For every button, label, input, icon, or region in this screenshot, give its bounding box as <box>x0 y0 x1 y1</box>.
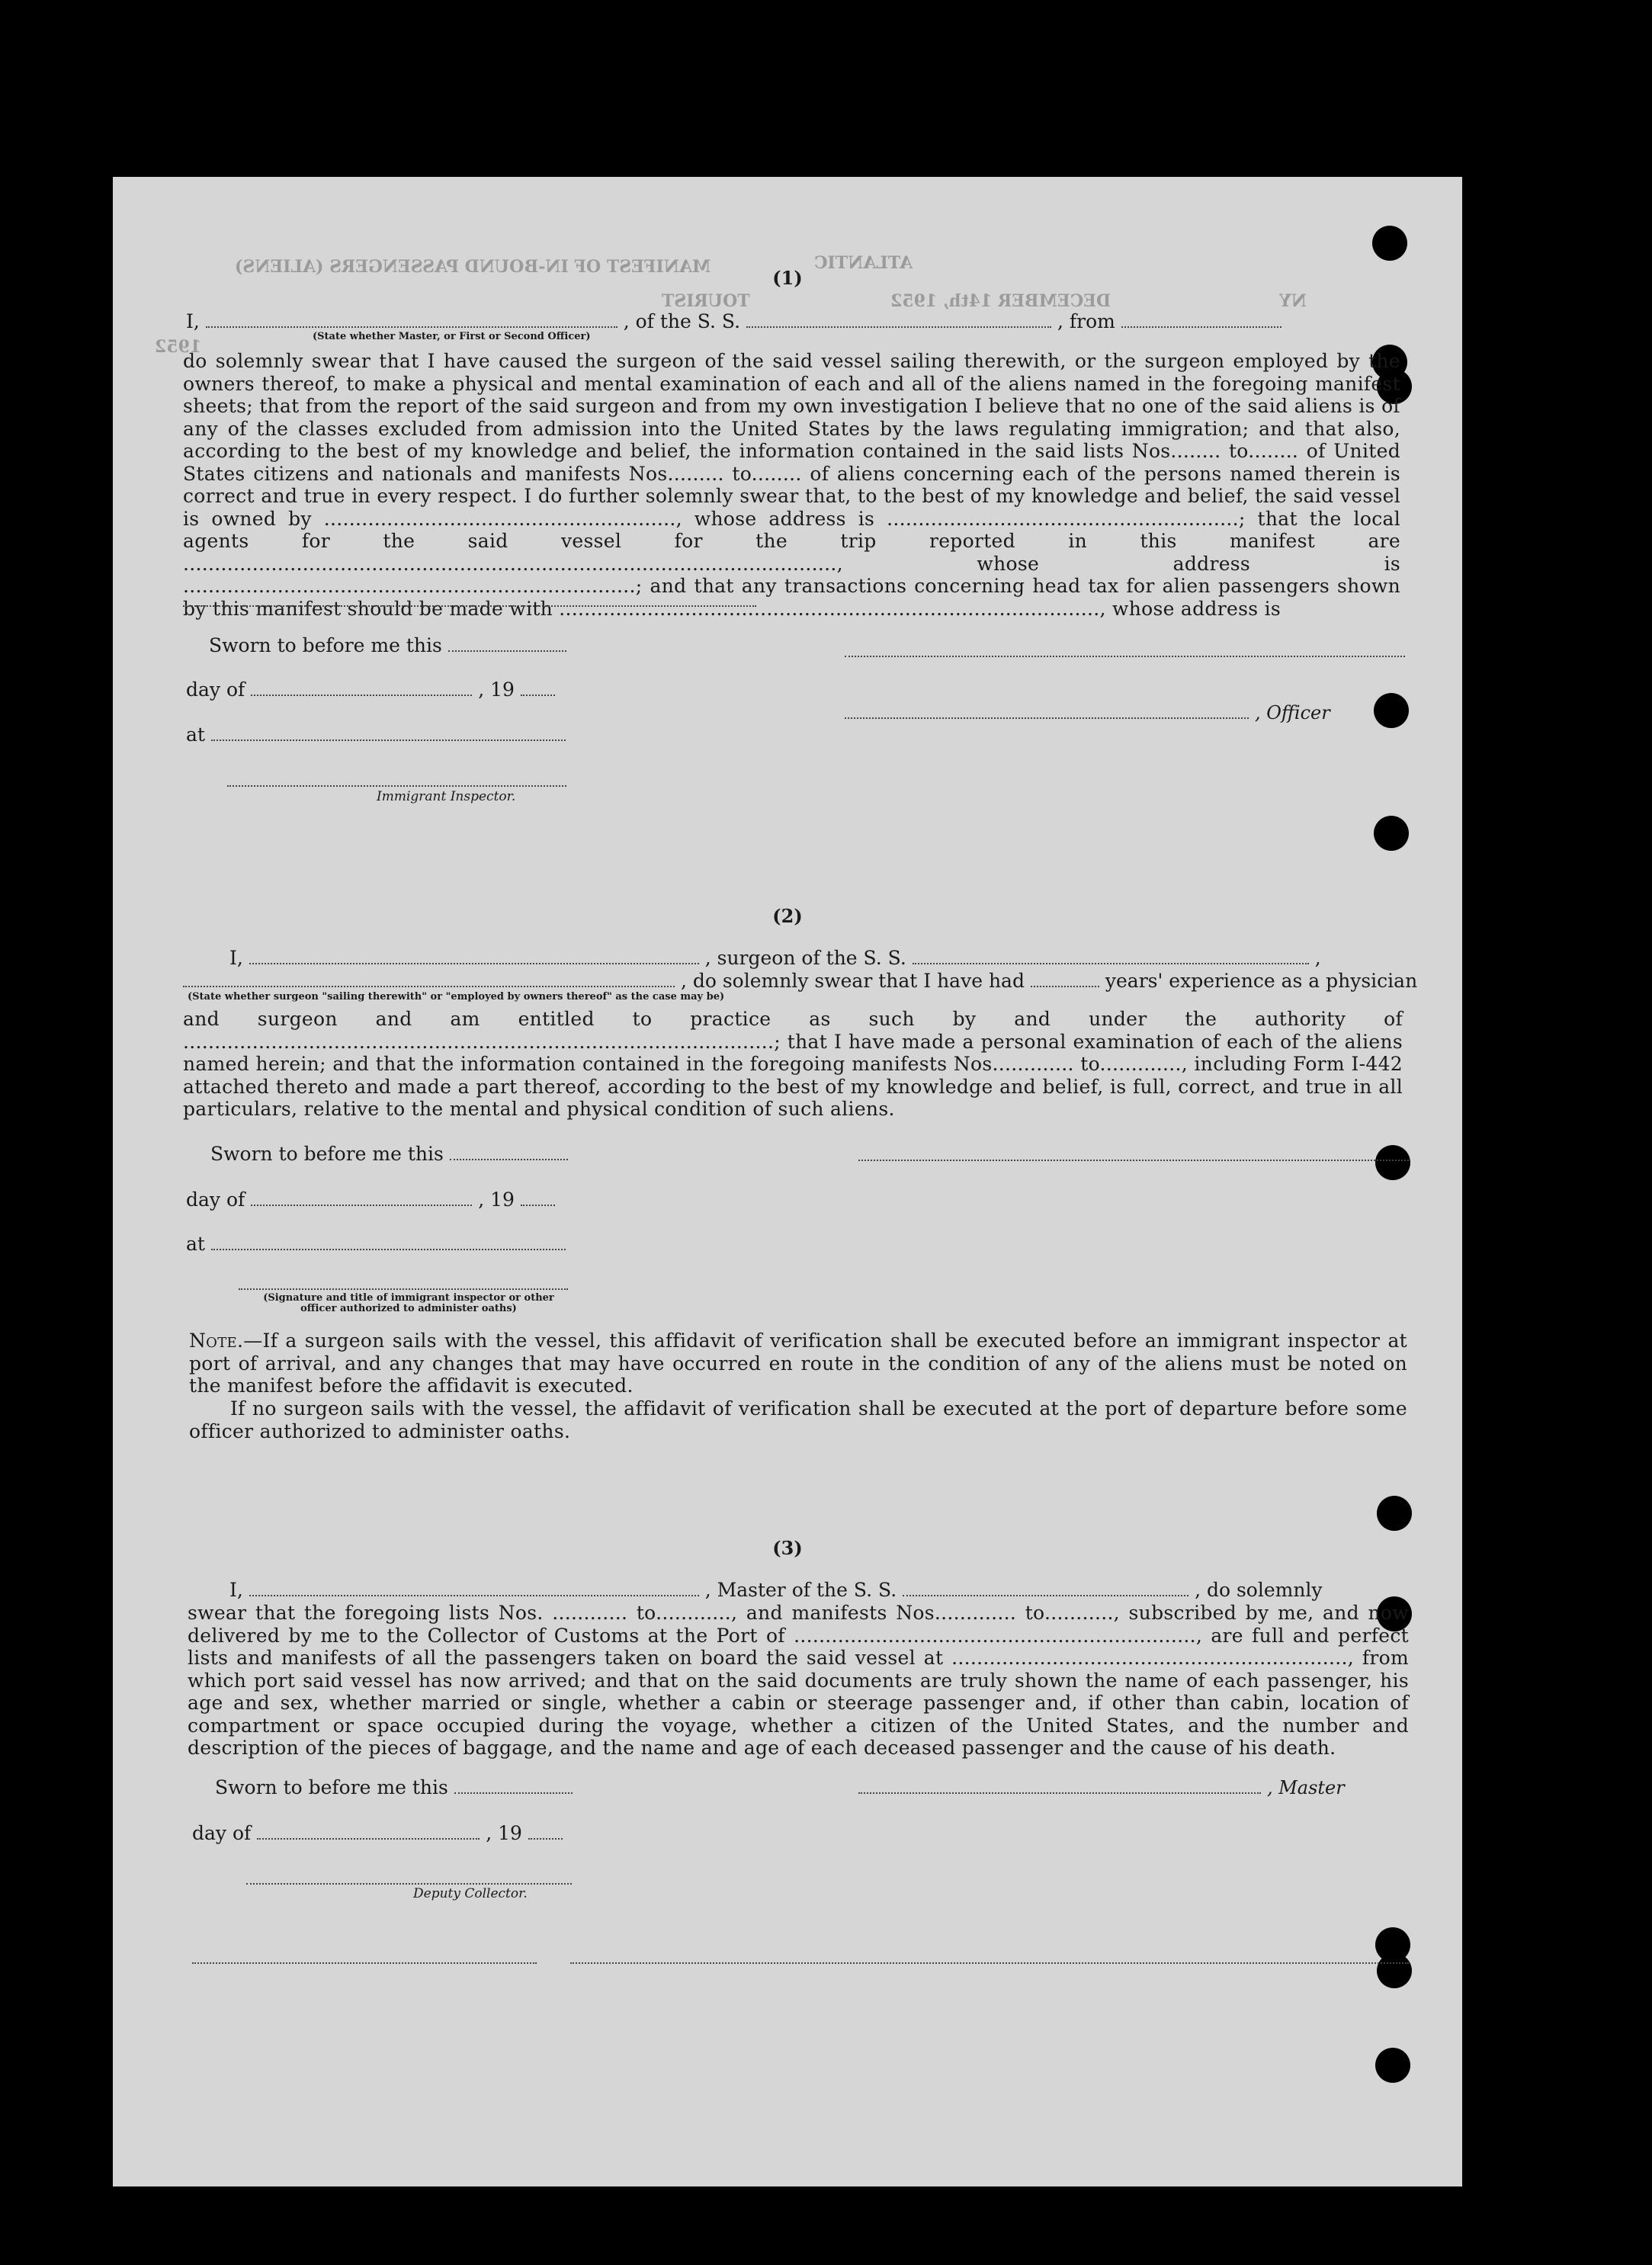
note-label: Note. <box>189 1330 244 1352</box>
day-blank <box>251 695 472 696</box>
officer-signature-top <box>845 656 1405 657</box>
section-1-title-note: (State whether Master, or First or Second Officer) <box>313 331 591 342</box>
years-blank <box>1031 986 1099 987</box>
year-blank <box>528 1838 563 1840</box>
officer-label: , Officer <box>1254 702 1330 723</box>
from-label: , from <box>1057 310 1115 332</box>
section-2-note-2: If no surgeon sails with the vessel, the affidavit of verification shall be executed at the port of departure before some officer authorized to administer oaths. <box>189 1397 1407 1442</box>
bleed-through-text: NY <box>1279 291 1307 311</box>
section-1-body: do solemnly swear that I have caused the surgeon of the said vessel sailing therewith, or the surgeon employed by the owners thereof, to make a physical and mental examination of each and all of the aliens named in the foregoing manifest sheets; that from the report of the said surgeon and from my own investigation I believe that no one of the said aliens is of any of the classes excluded from admission into the United States by the laws regulating immigration; and that also, according to the best of my knowledge and belief, the information contained in the said lists Nos........ to........ of United States citizens and nationals and manifests Nos......... to........ of aliens concerning each of the persons named therein is correct and true in every respect. I do further solemnly swear that, to the best of my knowledge and belief, the said vessel is owned by ........................................................, whose address is ........................................................; that the local agents for the said vessel for the trip reported in this manifest are ........................................................................................................, whose address is ........................................................................; and that any transactions concerning head tax for alien passengers shown by this manifest should be made with ......................................................................................, whose address is <box>183 350 1400 620</box>
year-blank <box>521 695 555 696</box>
section-2-oath-line-1: I, , surgeon of the S. S. , <box>229 947 1321 969</box>
place-blank <box>211 1249 566 1250</box>
section-3-oath-line <box>229 1579 1323 1601</box>
years-label: , do solemnly swear that I have had <box>680 970 1025 992</box>
binder-hole <box>1377 1496 1412 1531</box>
bleed-through-text: DECEMBER 14th, 1952 <box>890 291 1111 311</box>
note-text: —If a surgeon sails with the vessel, this affidavit of verification shall be executed before an immigrant inspector at port of arrival, and any changes that may have occurred en route in the condition of any of the aliens must be noted on the manifest before the affidavit is executed. <box>189 1330 1407 1397</box>
collector-caption: Deputy Collector. <box>413 1886 528 1901</box>
master-vessel-label: , Master of the S. S. <box>704 1579 897 1601</box>
master-vessel-blank <box>903 1595 1188 1596</box>
section-3-body: swear that the foregoing lists Nos. ............ to............, and manifests Nos............. to..........., subscribed by me, and now delivered by me to the Collector of Customs at the Port of ................................................................, are full and perfect lists and manifests of all the passengers taken on board the said vessel at ..............................................................., from which port said vessel has now arrived; and that on the said documents are truly shown the name of each passenger, his age and sex, whether married or single, whether a cabin or steerage passenger and, if other than cabin, location of compartment or space occupied during the voyage, whether a citizen of the United States, and the number and description of the pieces of baggage, and the name and age of each deceased passenger and the cause of his death. <box>188 1602 1409 1759</box>
master-signature-line <box>858 1776 1345 1798</box>
section-2-day-line <box>186 1189 555 1211</box>
binder-hole <box>1372 226 1407 261</box>
sworn-label: Sworn to before me this <box>215 1776 448 1798</box>
sworn-label: Sworn to before me this <box>210 1143 444 1165</box>
day-of-label: day of <box>186 679 245 701</box>
section-1-sworn-line <box>209 634 566 656</box>
sworn-date-blank <box>454 1792 573 1794</box>
day-blank <box>251 1205 472 1206</box>
surgeon-signature-blank <box>858 1160 1409 1161</box>
section-3-number: (3) <box>772 1537 803 1559</box>
officer-signature-line <box>845 701 1330 723</box>
section-1-oath-line <box>186 310 1282 332</box>
section-1-number: (1) <box>772 267 803 289</box>
year-label: , 19 <box>478 679 515 701</box>
inspector-caption: Immigrant Inspector. <box>377 789 516 804</box>
section-3-sworn-line <box>215 1776 573 1798</box>
bleed-through-text: ATLANTIC <box>814 253 913 273</box>
at-label: at <box>186 723 205 746</box>
day-blank <box>257 1838 480 1840</box>
authorized-officer-caption: (Signature and title of immigrant inspector or other officer authorized to administer oaths) <box>263 1292 554 1314</box>
vessel-label: , of the S. S. <box>623 310 741 332</box>
officer-name-blank <box>206 326 617 328</box>
do-solemnly-label: , do solemnly <box>1195 1579 1323 1601</box>
inspector-signature-blank <box>227 785 566 787</box>
surgeon-status-blank <box>183 986 675 987</box>
year-label: , 19 <box>486 1822 522 1844</box>
manifest-page <box>113 177 1462 2186</box>
day-of-label: day of <box>192 1822 252 1844</box>
section-2-at-line <box>186 1233 566 1255</box>
sworn-date-blank <box>450 1159 568 1160</box>
section-2-i-label: I, <box>229 947 243 969</box>
binder-hole <box>1375 2048 1410 2083</box>
binder-hole <box>1375 1145 1410 1180</box>
master-label: , Master <box>1266 1777 1345 1798</box>
section-2-oath-line-2 <box>183 970 1417 992</box>
section-2-sworn-line <box>210 1143 568 1165</box>
binder-hole <box>1377 1953 1412 1988</box>
section-1-at-line <box>186 723 566 746</box>
sworn-label: Sworn to before me this <box>209 634 442 656</box>
section-1-i-label: I, <box>186 310 200 332</box>
authorized-officer-signature-blank <box>239 1288 568 1290</box>
section-1-day-line <box>186 679 555 701</box>
surgeon-vessel-blank <box>913 963 1309 964</box>
vessel-name-blank <box>746 326 1051 328</box>
bottom-rule-left <box>192 1962 537 1964</box>
bleed-through-text: 1952 <box>155 337 202 357</box>
sworn-date-blank <box>448 650 566 652</box>
at-label: at <box>186 1233 205 1255</box>
binder-hole <box>1374 816 1409 851</box>
officer-signature-blank <box>845 717 1249 719</box>
section-2-body: and surgeon and am entitled to practice as such by and under the authority of ..............................................................................................; that I have made a personal examination of each of the aliens named herein; and that the information contained in the foregoing manifests Nos............. to............., including Form I-442 attached thereto and made a part thereof, according to the best of my knowledge and belief, is full, correct, and true in all particulars, relative to the mental and physical condition of such aliens. <box>183 1008 1403 1120</box>
from-port-blank <box>1121 326 1282 328</box>
bleed-through-text: MANIFEST OF IN-BOUND PASSENGERS (ALIENS) <box>235 257 711 277</box>
year-label: , 19 <box>478 1189 515 1211</box>
binder-hole <box>1374 693 1409 728</box>
year-blank <box>521 1205 555 1206</box>
bleed-through-text: TOURIST <box>662 291 750 311</box>
experience-label: years' experience as a physician <box>1105 970 1418 992</box>
surgeon-vessel-label: , surgeon of the S. S. <box>704 947 906 969</box>
address-blank <box>183 605 756 607</box>
section-2-title-note: (State whether surgeon "sailing therewith" or "employed by owners thereof" as the case may be) <box>188 991 725 1003</box>
section-3-day-line <box>192 1822 563 1844</box>
day-of-label: day of <box>186 1189 245 1211</box>
surgeon-name-blank <box>249 963 699 964</box>
section-3-i-label: I, <box>229 1579 243 1601</box>
master-signature-blank <box>858 1792 1261 1794</box>
section-2-note <box>189 1330 1407 1397</box>
collector-signature-blank <box>246 1883 572 1885</box>
section-2-number: (2) <box>772 905 803 927</box>
master-name-blank <box>249 1595 699 1596</box>
place-blank <box>211 739 566 741</box>
bottom-rule-right <box>570 1962 1409 1964</box>
